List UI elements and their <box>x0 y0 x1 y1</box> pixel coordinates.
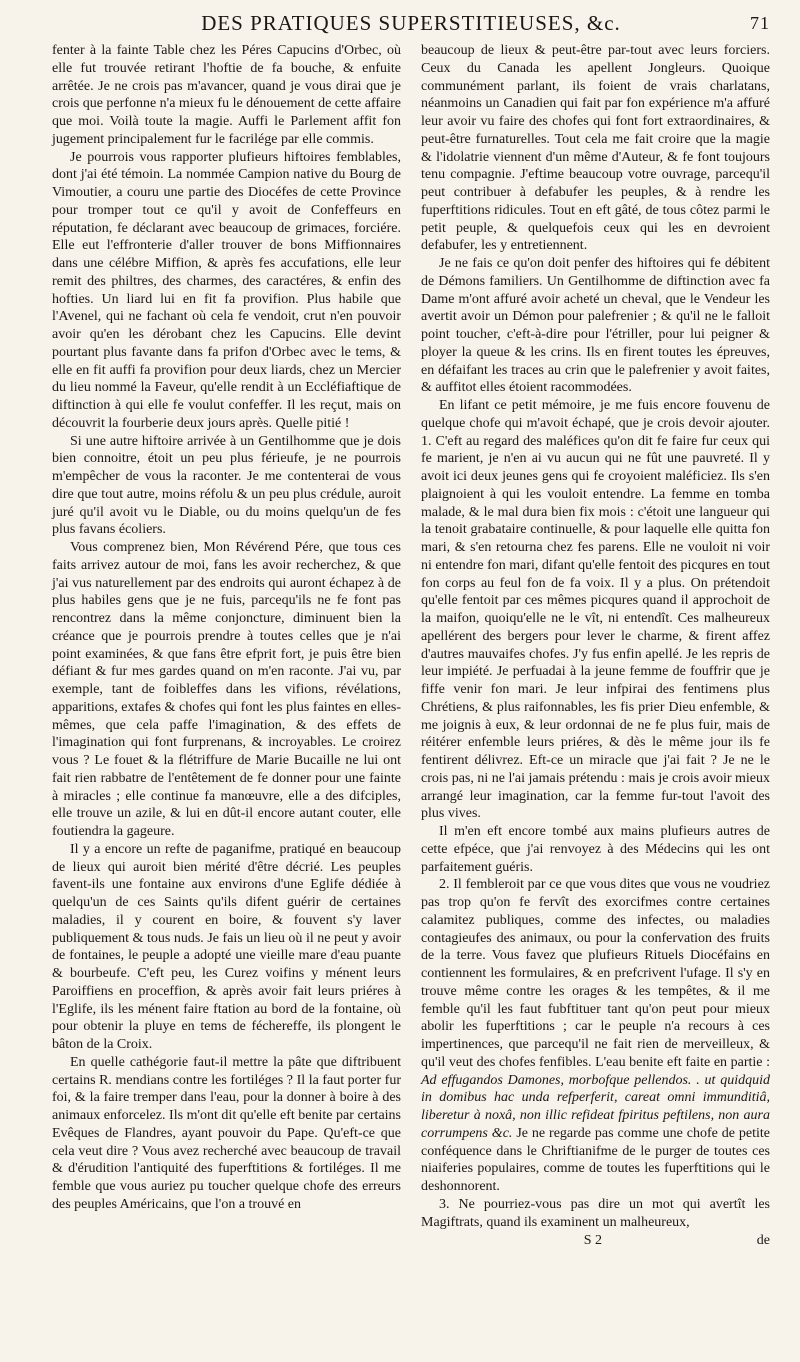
paragraph: beaucoup de lieux & peut-être par-tout avec leurs forciers. Ceux du Canada les apellent Jongleurs. Quoique communément parlant, ils foient de vrais charlatans, néanmoins un Canadien qui fait par fon expérience m'a affuré leur avoir vu faire des chofes qui font fort extraordinaires, & peut-être furnaturelles. Tout cela me fait croire que la magie & l'idolatrie viennent d'un même d'Auteur, & fe font toujours tenu compagnie. J'eftime beaucoup votre ouvrage, parcequ'il peut contribuer à defabufer les peuples, & à rendre les fuperftitions ridicules. Tout en eft gâté, de tous côtez parmi le petit peuple, & quelquefois ceux qui les en devroient defabufer, les y entretiennent. <box>421 43 770 254</box>
latin-quote: Ad effugandos Damones, morbofque pellendos. . ut quidquid in domibus hac unda refperferit, careat omni immunditiâ, liberetur à noxâ, non illic refideat fpiritus peftilens, non aura corrumpens &c. <box>421 1072 770 1141</box>
paragraph: Il m'en eft encore tombé aux mains plufieurs autres de cette efpéce, que j'ai renvoyez à des Médecins qui les ont parfaitement guéris. <box>421 824 770 875</box>
paragraph <box>421 876 770 1196</box>
paragraph: fenter à la fainte Table chez les Péres Capucins d'Orbec, où elle fut trouvée retirant l'hoftie de fa bouche, & enfuite arrêtée. Je ne crois pas m'avancer, quand je vous dirai que je crois que perfonne n'a mieux fu le dénouement de cette affaire que moi. Voilà toute la magie. Auffi le Parlement affit fon jugement principalement fur le facrilége par elle commis. <box>52 43 401 147</box>
paragraph: Vous comprenez bien, Mon Révérend Pére, que tous ces faits arrivez autour de moi, fans les avoir recherchez, & que j'ai vus naturellement par des endroits qui auront échapez à de plus habiles gens que je ne fuis, parcequ'ils ne fe font pas rencontrez dans la même conjoncture, diminuent bien la créance que je pourrois prendre à toutes celles que je n'ai point examinées, & que fans être efprit fort, je puis être bien défiant & fur mes gardes quand on m'en raconte. J'ai vu, par exemple, tant de foibleffes dans les vifions, révélations, apparitions, extafes & chofes qui font les plus faintes en elles-mêmes, que cela paffe l'imagination, & des effets de l'imagination qui font furprenans, & incroyables. Le croirez vous ? Le fouet & la flétriffure de Marie Bucaille ne lui ont fait rien rabbatre de l'entêtement de fe donner pour une fainte à miracles ; elle continue fa manœuvre, elle a des difciples, elle trouve un azile, & lui en dût-il encore autant couter, elle foutiendra la gageure. <box>52 540 401 839</box>
paragraph: En lifant ce petit mémoire, je me fuis encore fouvenu de quelque chofe qui m'avoit échapé, que je crois devoir ajouter. 1. C'eft au regard des maléfices qu'on dit fe faire fur ceux qui fe marient, je n'en ai vu aucun qui ne fût une pauvreté. Il y avoit ici deux jeunes gens qui fe croyoient maléficiez. Ils s'en plaignoient à qui les vouloit entendre. La femme en tomba malade, & le mal dura bien fix mois : c'étoit une langueur qui la tenoit grabataire continuelle, & pour laquelle elle quitta fon mari, & s'en retourna chez fes parens. Elle ne vouloit ni voir ni entendre fon mari, difant qu'elle fentoit des picqures en tout fon corps au feul fon de fa voix. Il y a plus. On prétendoit qu'elle fentoit par ces mêmes picqures quand il approchoit de la maifon, quoiqu'elle ne le vît, ni entendît. Ces malheureux apellérent des bergers pour lever le charme, & firent affez d'autres mauvaifes chofes. J'y fus enfin apellé. Je les repris de leur impiété. Je perfuadai à la jeune femme de fouffrir que je fiffe venir fon mari. Je leur infpirai des fentimens plus Chrétiens, & plus raifonnables, les fis prier Dieu enfemble, & me joignis à eux, & leur ordonnai de ne fe plus fuir, mais de réitérer enfemble leurs priéres, & dès le même jour ils fe fentirent délivrez. Eft-ce un miracle que j'ai fait ? Je ne le crois pas, ni ne l'ai jamais prétendu : mais je crois avoir mieux arrangé leur imagination, car la femme fur-tout l'avoit des plus vives. <box>421 398 770 822</box>
page-footer <box>421 1232 770 1250</box>
running-title: DES PRATIQUES SUPERSTITIEUSES, &c. <box>201 11 621 35</box>
left-column <box>52 42 401 1250</box>
paragraph: En quelle cathégorie faut-il mettre la pâte que diftribuent certains R. mendians contre les fortiléges ? Il la faut porter fur foi, & la faire tremper dans l'eau, pour la donner à boire à des animaux enforcelez. Ils m'ont dit qu'elle eft benite par certains Evêques de Flandres, ayant pouvoir du Pape. Qu'eft-ce que cela veut dire ? Vous avez recherché avec beaucoup de travail & d'érudition l'antiquité des fuperftitions & fortiléges. Il me femble que vous auriez pu toucher quelque chofe des erreurs des peuples Américains, que l'on a trouvé en <box>52 1054 401 1212</box>
page-number: 71 <box>750 13 770 33</box>
paragraph-text: Je ne regarde pas comme une chofe de petite conféquence dans le Chriftianifme de le purger de toutes ces niaiferies populaires, comme de toutes les fuperftitions qui le deshonnorent. <box>421 1125 770 1194</box>
paragraph: Je ne fais ce qu'on doit penfer des hiftoires qui fe débitent de Démons familiers. Un Gentilhomme de diftinction avec fa Dame m'ont affuré avoir acheté un cheval, que le Vendeur les avertit avoir un Démon pour palefrenier ; & qu'il ne le falloit point toucher, c'eft-à-dire pour l'étriller, pour lui peigner & ployer la queue & les crins. Ils en firent toutes les épreuves, en défaifant les traces au crin que le palefrenier y avoit faites, & auffitot elles étoient racommodées. <box>421 256 770 396</box>
paragraph: Je pourrois vous rapporter plufieurs hiftoires femblables, dont j'ai été témoin. La nommée Campion native du Bourg de Vimoutier, a couru une partie des Diocéfes de cette Province pour tromper tout ce qu'il y avoit de Confeffeurs en réputation, fe déclarant avec beaucoup de grimaces, forciére. Elle eut l'effronterie d'aller trouver de bons Miffionnaires dans une célébre Miffion, & après fes accufations, elle leur remit des philtres, des charmes, des caractéres, & enfin des hofties. Un liard lui en fit fa provifion. Plus habile que l'Avenel, qui ne fachant où cela fe vendoit, crut n'en pouvoir avoir qu'en les dérobant chez les Capucins. Elle devint pourtant plus favante dans fa prifon d'Orbec avec le tems, & elle en fit auffi fa provifion pour deux liards, chez un Mercier du lieu nommé la Faveur, qu'elle rendit à un Eccléfiaftique de diftinction à qui elle fe voulut confeffer. Il les reçut, mais on découvrit la fourberie deux jours après. Quelle pitié ! <box>52 149 401 431</box>
paragraph: 3. Ne pourriez-vous pas dire un mot qui avertît les Magiftrats, quand ils examinent un malheureux, <box>421 1196 770 1230</box>
paragraph: Il y a encore un refte de paganifme, pratiqué en beaucoup de lieux qui auroit bien mérité d'être décrié. Les peuples favent-ils une fontaine aux environs d'une Eglife dédiée à quelqu'un de ces Saints qu'ils difent guérir de certaines maladies, il y courent en boire, & fouvent s'y laver publiquement & tous nuds. Je fais un lieu où il ne peut y avoir de fontaines, le peuple a adopté une vieille mare d'eau puante & bourbeufe. C'eft peu, les Curez voifins y ménent leurs Paroiffiens en proceffion, & après avoir fait leurs priéres à l'Eglife, ils les ménent faire ftation au bord de la fontaine, où pour obtenir la pluye en tems de féchereffe, ils plongent le bâton de la Croix. <box>52 841 401 1052</box>
paragraph: Si une autre hiftoire arrivée à un Gentilhomme que je dois bien connoitre, étoit un peu plus férieufe, je ne pourrois m'empêcher de vous la raconter. Je me contenterai de vous dire que tout autre, moins réfolu & un peu plus crédule, auroit juré qu'il avoit vu le Diable, ou du moins quelqu'un de fes plus favans écoliers. <box>52 433 401 538</box>
paragraph-text: 2. Il fembleroit par ce que vous dites que vous ne voudriez pas trop qu'on fe fervît des exorcifmes contre certaines calamitez publiques, comme des infectes, ou maladies contagieufes des animaux, ou pour la confervation des fruits de la terre. Vous favez que plufieurs Rituels Diocéfains en contiennent les formulaires, & en prefcrivent l'ufage. Il s'y en trouve même contre les orages & les tempêtes, & il me femble qu'il les faut fubftituer tant qu'on peut pour mieux abolir les fuperftitions ; car le peuple n'a recours à ces impertinences, que parcequ'il ne fait rien de merveilleux, & qu'il veut des chofes fenfibles. L'eau benite eft faite en partie : <box>421 877 770 1070</box>
text-columns <box>52 42 770 1250</box>
right-column <box>421 42 770 1250</box>
running-header <box>52 4 770 42</box>
signature-mark: S 2 <box>583 1233 603 1249</box>
catchword: de <box>756 1233 770 1249</box>
